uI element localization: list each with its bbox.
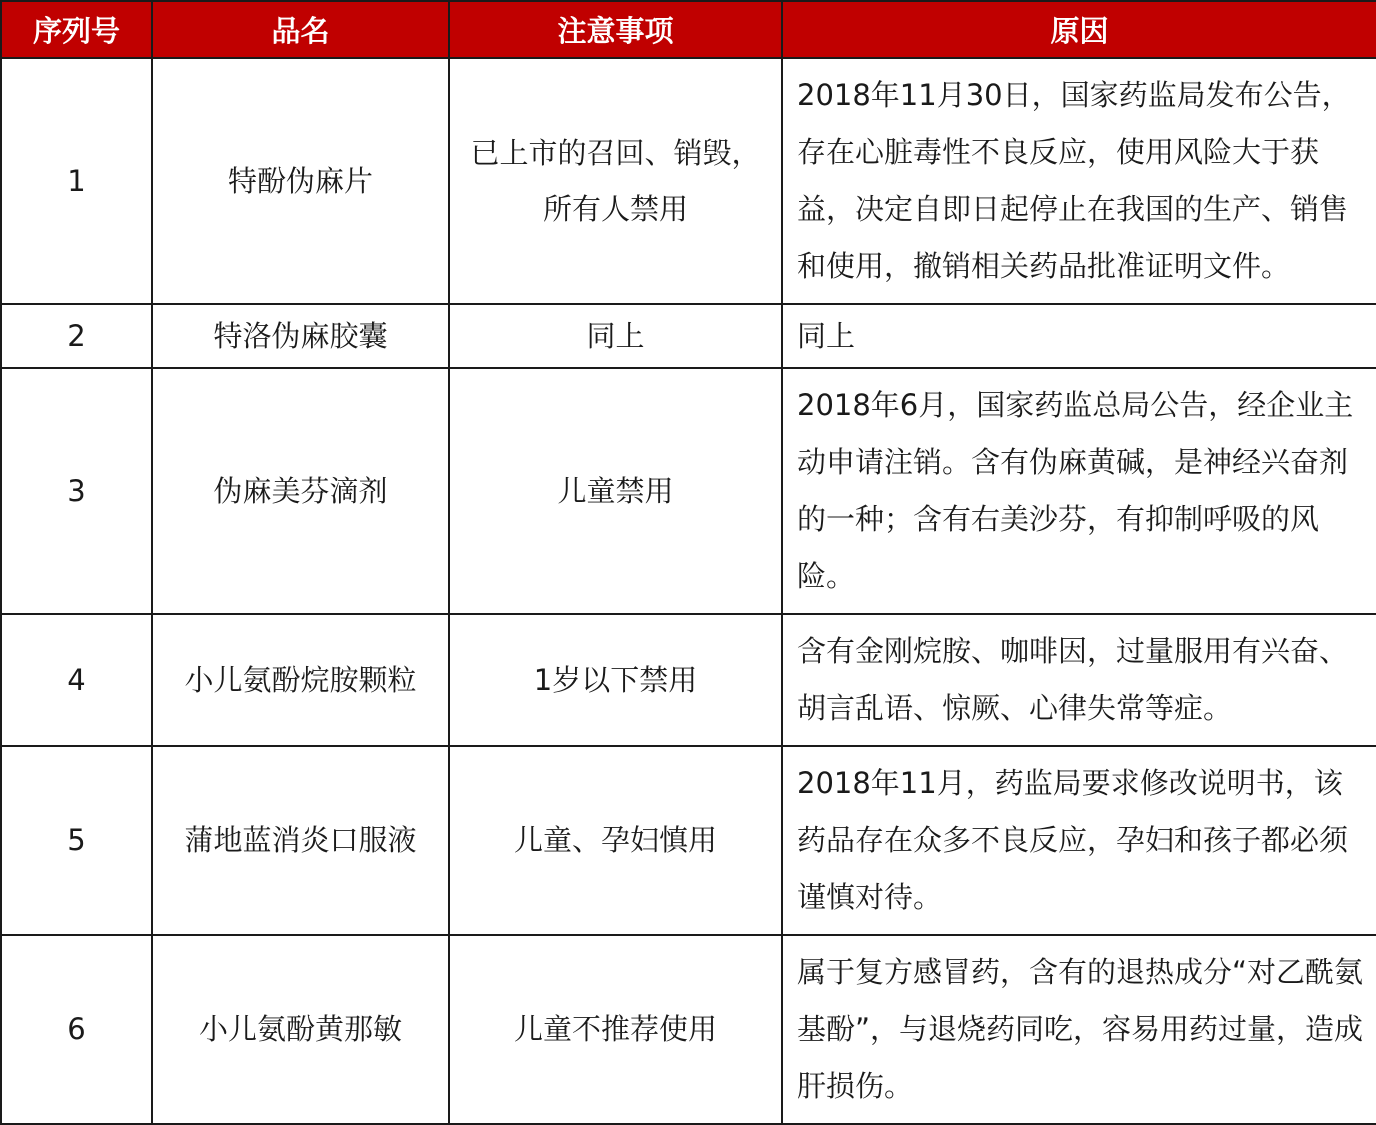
row-index: 2 [1,304,152,368]
row-note: 儿童禁用 [449,368,782,614]
row-drug-name: 小儿氨酚黄那敏 [152,935,449,1124]
row-index: 1 [1,58,152,304]
table-row [1,368,1376,614]
table-row [1,614,1376,746]
table-body [1,58,1376,1124]
row-index: 6 [1,935,152,1124]
row-reason: 2018年11月，药监局要求修改说明书，该药品存在众多不良反应，孕妇和孩子都必须谨慎对待。 [782,746,1376,935]
row-index: 5 [1,746,152,935]
row-reason: 2018年6月，国家药监总局公告，经企业主动申请注销。含有伪麻黄碱，是神经兴奋剂的一种；含有右美沙芬，有抑制呼吸的风险。 [782,368,1376,614]
header-note: 注意事项 [449,1,782,58]
row-reason: 属于复方感冒药，含有的退热成分“对乙酰氨基酚”，与退烧药同吃，容易用药过量，造成肝损伤。 [782,935,1376,1124]
table-row [1,746,1376,935]
table-row [1,935,1376,1124]
row-drug-name: 特洛伪麻胶囊 [152,304,449,368]
row-note: 同上 [449,304,782,368]
row-drug-name: 蒲地蓝消炎口服液 [152,746,449,935]
row-index: 4 [1,614,152,746]
header-name: 品名 [152,1,449,58]
row-note: 儿童不推荐使用 [449,935,782,1124]
row-reason: 含有金刚烷胺、咖啡因，过量服用有兴奋、胡言乱语、惊厥、心律失常等症。 [782,614,1376,746]
row-note: 1岁以下禁用 [449,614,782,746]
row-drug-name: 特酚伪麻片 [152,58,449,304]
row-index: 3 [1,368,152,614]
row-drug-name: 小儿氨酚烷胺颗粒 [152,614,449,746]
row-reason: 2018年11月30日，国家药监局发布公告，存在心脏毒性不良反应，使用风险大于获益，决定自即日起停止在我国的生产、销售和使用，撤销相关药品批准证明文件。 [782,58,1376,304]
table-row [1,58,1376,304]
row-drug-name: 伪麻美芬滴剂 [152,368,449,614]
table-row [1,304,1376,368]
header-reason: 原因 [782,1,1376,58]
table-header [1,1,1376,58]
row-note: 已上市的召回、销毁，所有人禁用 [449,58,782,304]
header-row [1,1,1376,58]
header-index: 序列号 [1,1,152,58]
row-reason: 同上 [782,304,1376,368]
row-note: 儿童、孕妇慎用 [449,746,782,935]
